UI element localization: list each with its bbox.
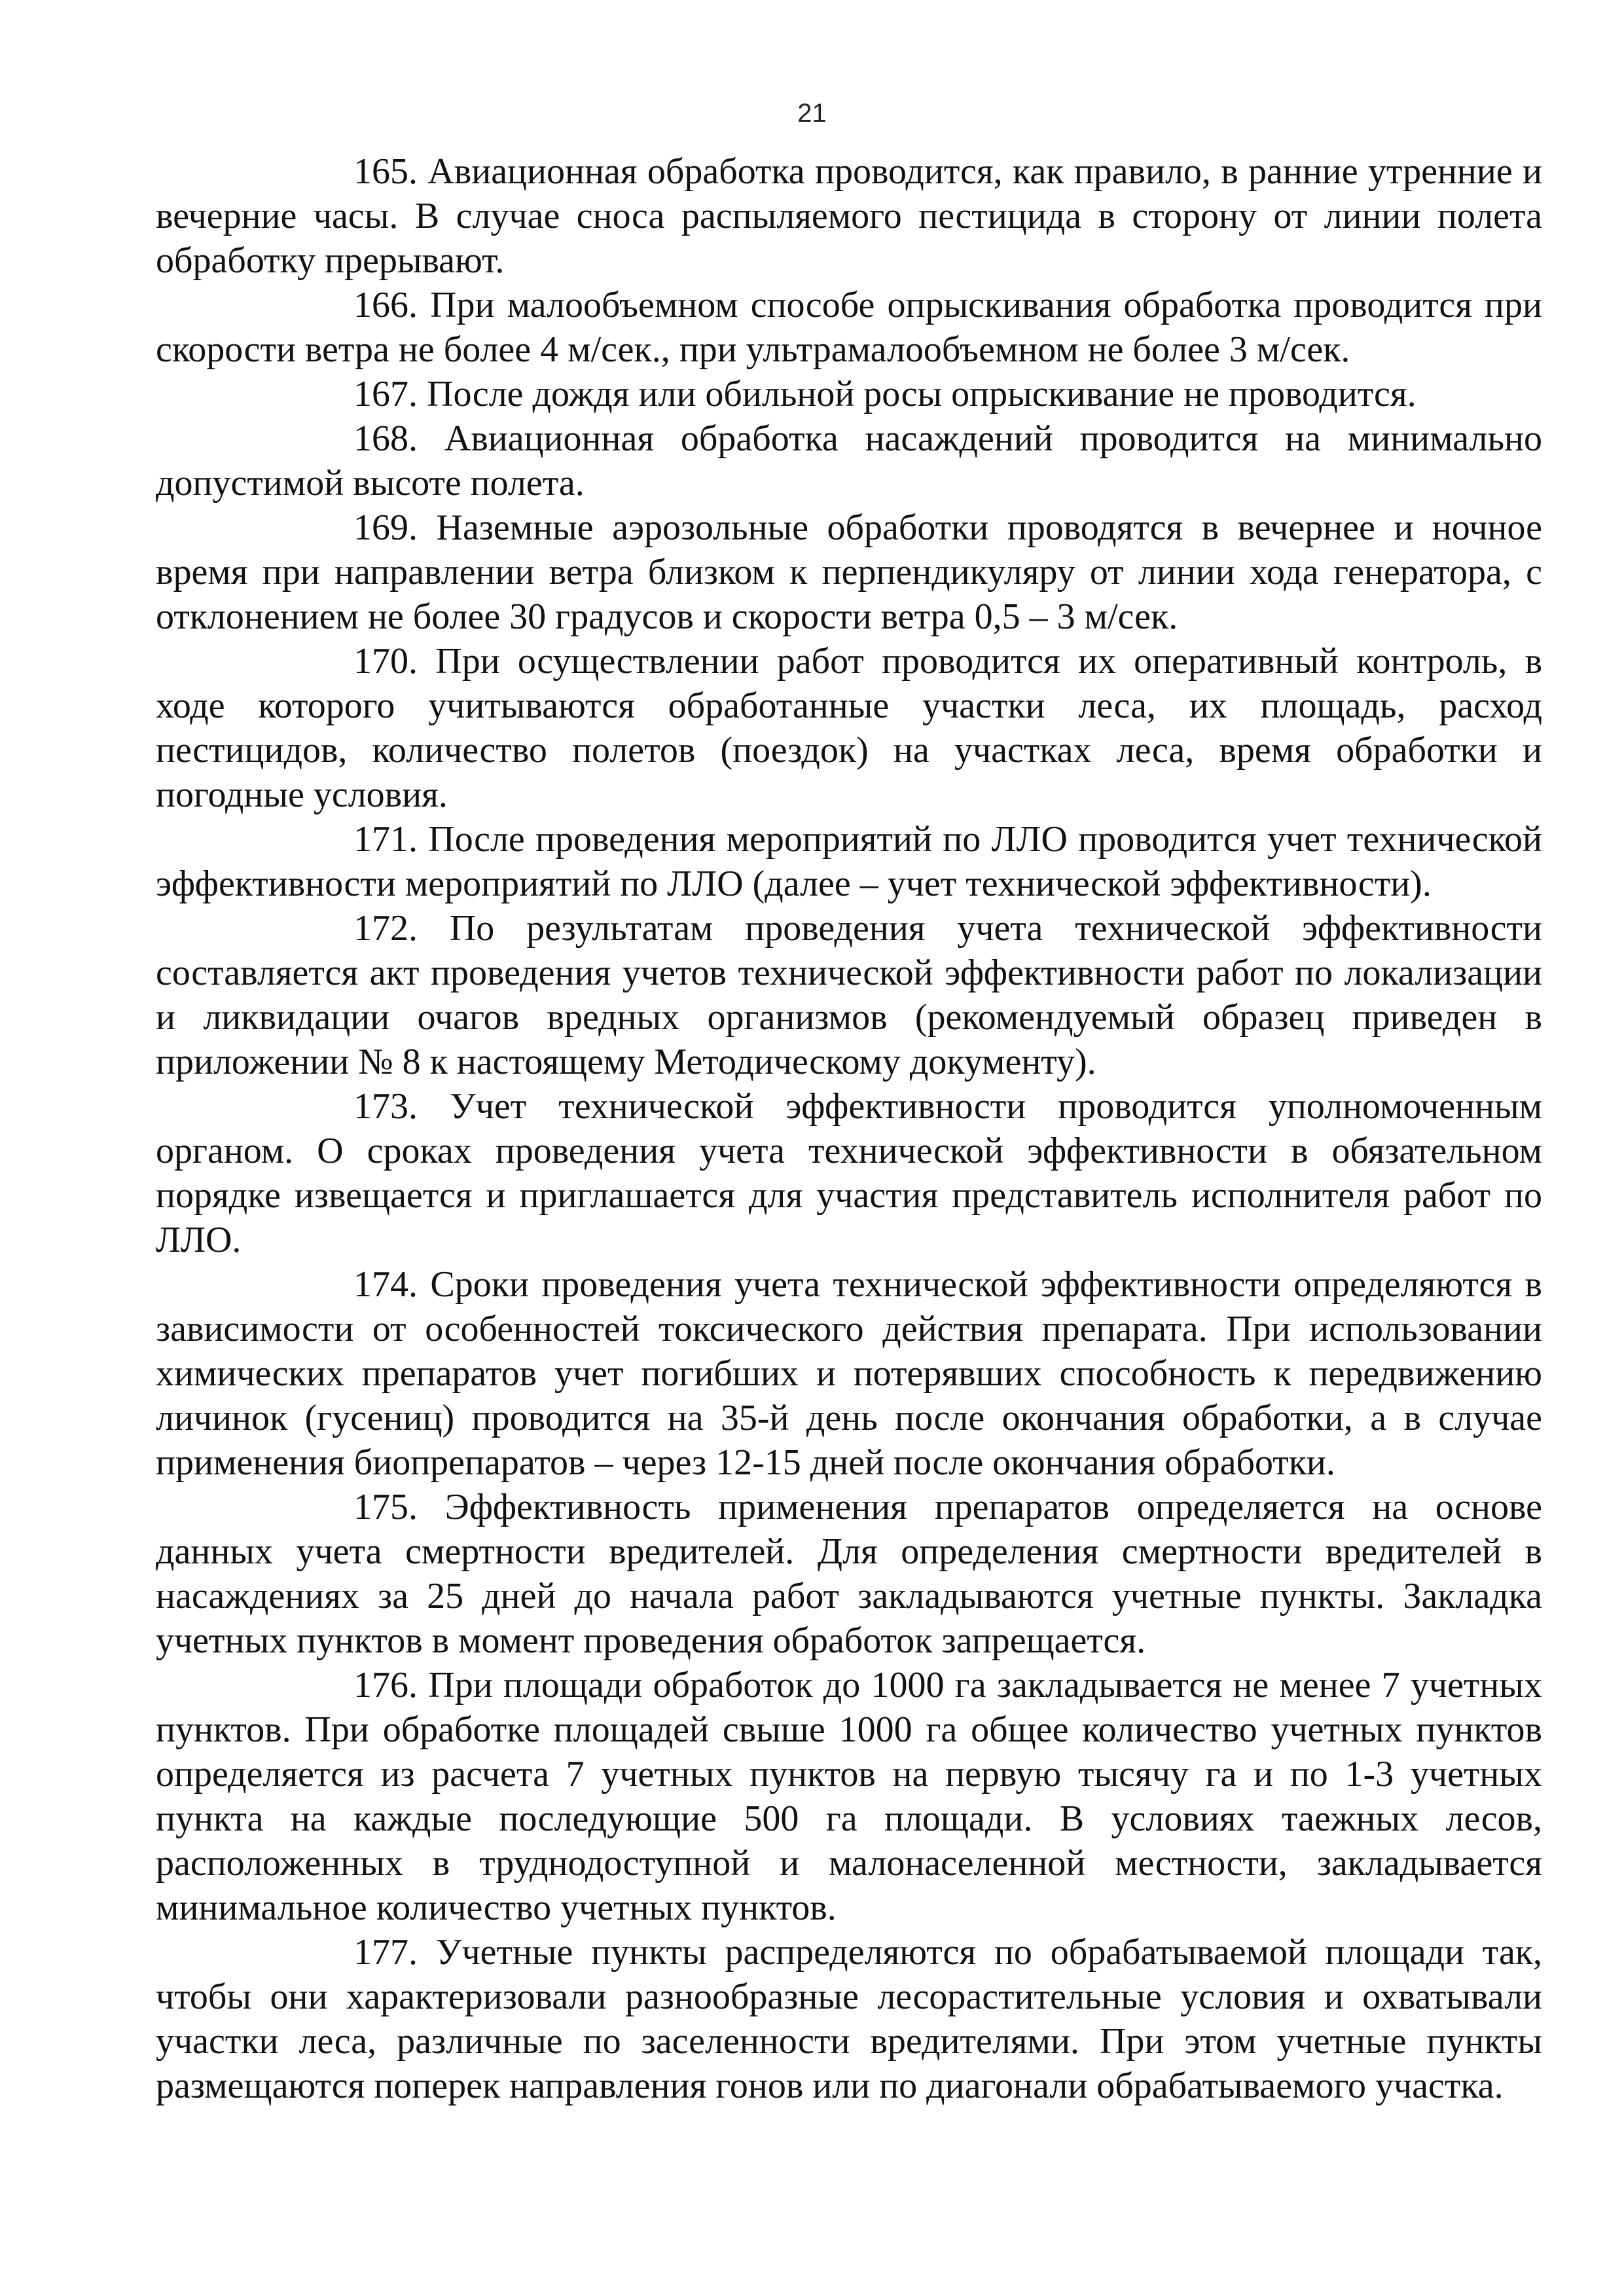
paragraph-165	[156, 149, 1542, 283]
paragraph-number: 167.	[353, 374, 418, 414]
paragraph-number: 171.	[353, 819, 418, 860]
paragraph-text: Эффективность применения препаратов определяется на основе данных учета смертности вредителей. Для определения смертности вредителей в насаждениях за 25 дней до начала работ закладываются учетные пункты. Закладка учетных пунктов в момент проведения обработок запрещается.	[156, 1487, 1542, 1661]
paragraph-177	[156, 1930, 1542, 2108]
paragraph-number: 168.	[353, 418, 418, 459]
paragraph-number: 173.	[353, 1086, 418, 1127]
paragraph-text: Авиационная обработка насаждений проводится на минимально допустимой высоте полета.	[156, 418, 1543, 503]
paragraph-168	[156, 416, 1542, 505]
paragraph-number: 172.	[353, 908, 418, 949]
page-number: 21	[797, 99, 827, 128]
paragraph-175	[156, 1485, 1542, 1663]
paragraph-171	[156, 817, 1542, 906]
paragraph-text: Авиационная обработка проводится, как правило, в ранние утренние и вечерние часы. В случае сноса распыляемого пестицида в сторону от линии полета обработку прерывают.	[156, 151, 1543, 281]
paragraph-number: 169.	[353, 507, 418, 548]
paragraph-number: 176.	[353, 1665, 418, 1705]
paragraph-text: После проведения мероприятий по ЛЛО проводится учет технической эффективности мероприятий по ЛЛО (далее – учет технической эффективности).	[156, 819, 1542, 904]
paragraph-174	[156, 1262, 1542, 1485]
paragraph-text: Сроки проведения учета технической эффективности определяются в зависимости от особенностей токсического действия препарата. При использовании химических препаратов учет погибших и потерявших способность к передвижению личинок (гусениц) проводится на 35-й день после окончания обработки, а в случае применения биопрепаратов – через 12-15 дней после окончания обработки.	[156, 1264, 1542, 1483]
paragraph-text: При осуществлении работ проводится их оперативный контроль, в ходе которого учитываются обработанные участки леса, их площадь, расход пестицидов, количество полетов (поездок) на участках леса, время обработки и погодные условия.	[156, 641, 1543, 815]
paragraph-169	[156, 505, 1542, 639]
document-body	[156, 149, 1542, 2108]
paragraph-number: 175.	[353, 1487, 418, 1527]
paragraph-text: При малообъемном способе опрыскивания обработка проводится при скорости ветра не более 4 м/сек., при ультрамалообъемном не более 3 м/сек.	[156, 285, 1542, 370]
paragraph-176	[156, 1663, 1542, 1930]
paragraph-text: По результатам проведения учета технической эффективности составляется акт проведения учетов технической эффективности работ по локализации и ликвидации очагов вредных организмов (рекомендуемый образец приведен в приложении № 8 к настоящему Методическому документу).	[156, 908, 1543, 1082]
paragraph-text: Учетные пункты распределяются по обрабатываемой площади так, чтобы они характеризовали разнообразные лесорастительные условия и охватывали участки леса, различные по заселенности вредителями. При этом учетные пункты размещаются поперек направления гонов или по диагонали обрабатываемого участка.	[156, 1932, 1543, 2106]
paragraph-text: Наземные аэрозольные обработки проводятся в вечернее и ночное время при направлении ветра близком к перпендикуляру от линии хода генератора, с отклонением не более 30 градусов и скорости ветра 0,5 – 3 м/сек.	[156, 507, 1543, 637]
paragraph-173	[156, 1084, 1542, 1262]
paragraph-number: 166.	[353, 285, 418, 325]
paragraph-text: После дождя или обильной росы опрыскивание не проводится.	[427, 374, 1416, 414]
paragraph-170	[156, 639, 1542, 817]
paragraph-number: 174.	[353, 1264, 418, 1305]
paragraph-text: Учет технической эффективности проводится уполномоченным органом. О сроках проведения учета технической эффективности в обязательном порядке извещается и приглашается для участия представитель исполнителя работ по ЛЛО.	[156, 1086, 1543, 1260]
paragraph-text: При площади обработок до 1000 га закладывается не менее 7 учетных пунктов. При обработке площадей свыше 1000 га общее количество учетных пунктов определяется из расчета 7 учетных пунктов на первую тысячу га и по 1-3 учетных пункта на каждые последующие 500 га площади. В условиях таежных лесов, расположенных в труднодоступной и малонаселенной местности, закладывается минимальное количество учетных пунктов.	[156, 1665, 1542, 1928]
paragraph-172	[156, 906, 1542, 1084]
paragraph-number: 165.	[353, 151, 418, 192]
paragraph-166	[156, 283, 1542, 372]
paragraph-167	[156, 372, 1542, 416]
paragraph-number: 170.	[353, 641, 418, 682]
paragraph-number: 177.	[353, 1932, 418, 1973]
